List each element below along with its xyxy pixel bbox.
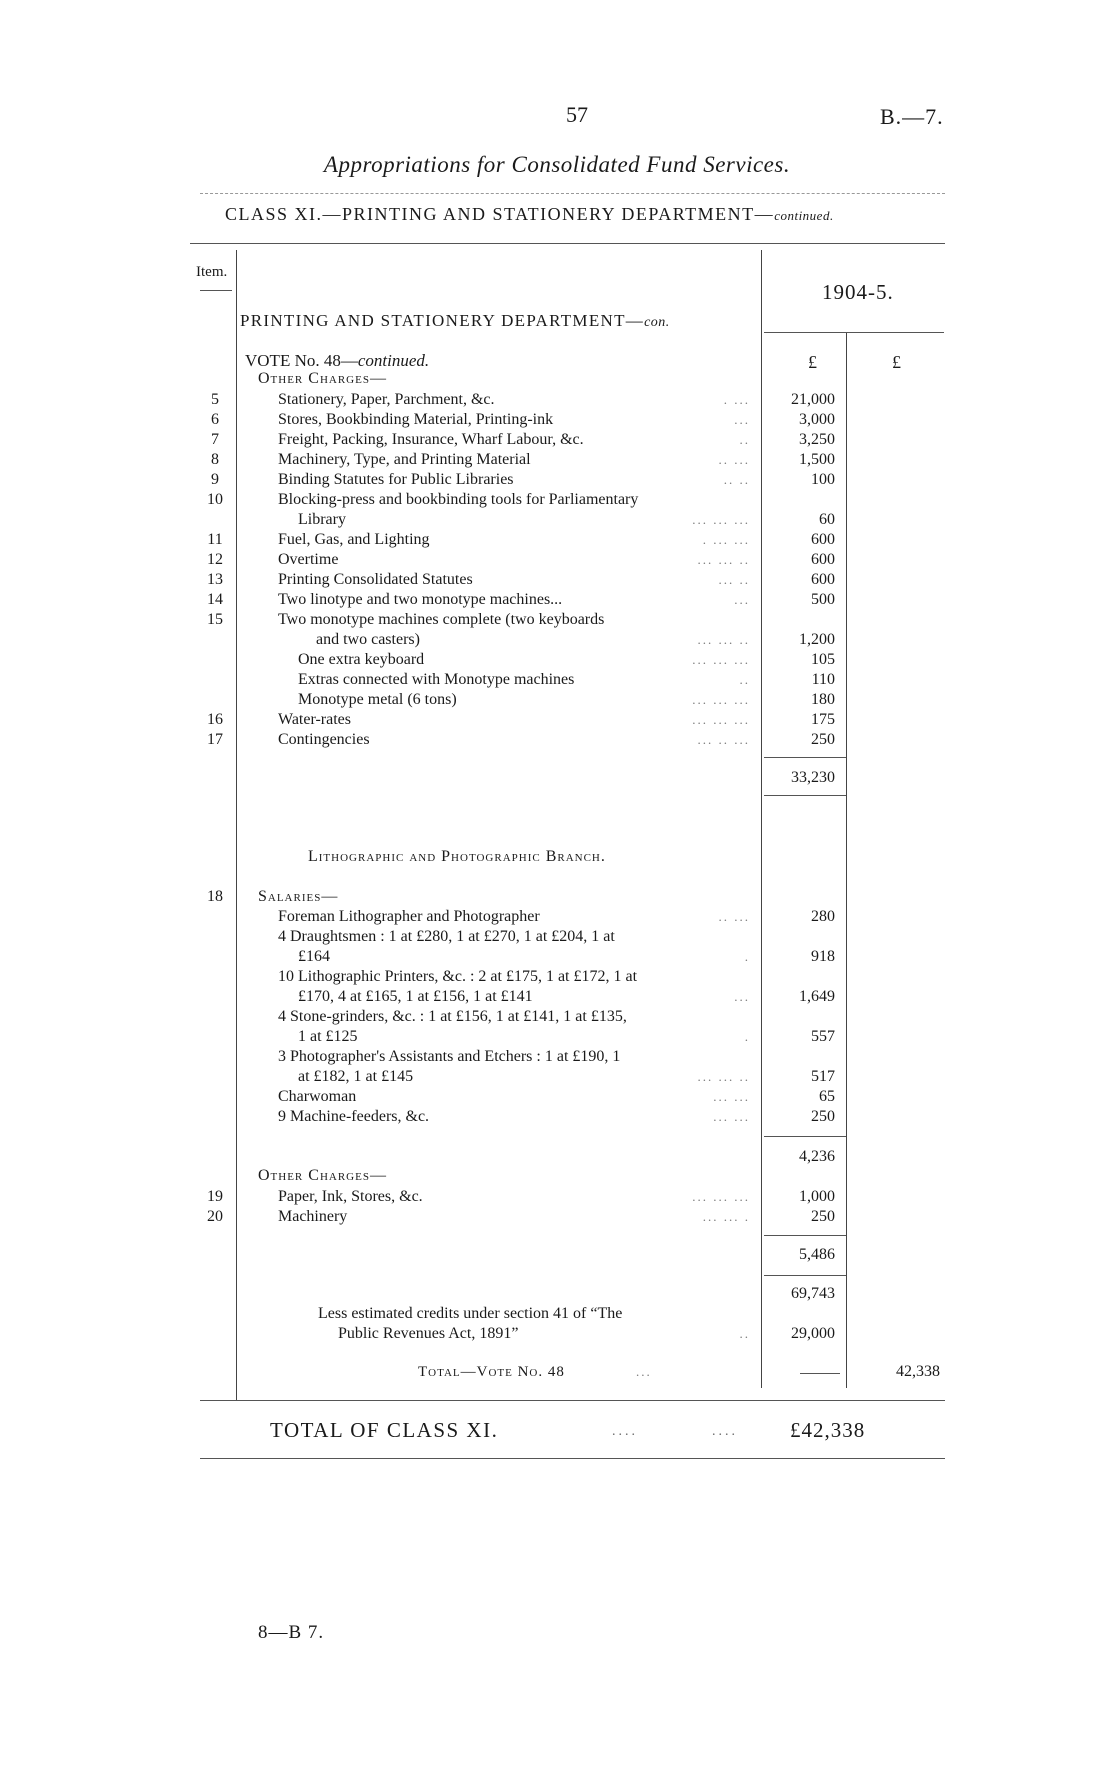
leader-dots: ... ... ... — [692, 712, 750, 727]
other-charges-subtotal: 33,230 — [791, 769, 835, 786]
table-row — [0, 987, 1114, 1007]
table-row — [0, 1107, 1114, 1127]
table-row — [0, 510, 1114, 530]
item-amount: 60 — [819, 511, 835, 528]
item-amount: 1,000 — [799, 1188, 835, 1205]
leader-dots: ... ... ... — [692, 692, 750, 707]
table-row — [0, 1067, 1114, 1087]
leader-dots: .. ... — [718, 452, 750, 467]
table-row — [0, 590, 1114, 610]
item-amount: 250 — [811, 731, 835, 748]
item-description: Two linotype and two monotype machines... — [278, 591, 563, 608]
salary-description: at £182, 1 at £145 — [298, 1068, 414, 1085]
table-row — [0, 967, 1114, 987]
leader-dots: . — [744, 1029, 750, 1044]
table-row — [0, 430, 1114, 450]
item-description: Machinery — [278, 1208, 348, 1225]
item-description: Machinery, Type, and Printing Material — [278, 451, 531, 468]
salary-description: 9 Machine-feeders, &c. — [278, 1108, 430, 1125]
vote-heading — [245, 351, 429, 371]
item-number: 8 — [211, 451, 219, 468]
item-number: 13 — [207, 571, 223, 588]
leader-dots: . ... — [723, 392, 750, 407]
leader-dots: ... — [734, 989, 750, 1004]
leader-dots: .. — [739, 1326, 750, 1341]
table-row — [0, 927, 1114, 947]
department-heading — [240, 311, 670, 331]
item-number: 5 — [211, 391, 219, 408]
subtotal-rule — [764, 757, 846, 758]
vote-heading-main: VOTE No. 48— — [245, 351, 358, 370]
class-total-amount: £42,338 — [790, 1418, 866, 1442]
other-charges-subtotal-row — [0, 768, 1114, 788]
subtotal-rule — [764, 1136, 846, 1137]
gross-total: 69,743 — [791, 1285, 835, 1302]
salary-description: 4 Draughtsmen : 1 at £280, 1 at £270, 1 at £204, 1 at — [278, 928, 615, 945]
item-amount: 110 — [811, 671, 835, 688]
item-description: One extra keyboard — [298, 651, 425, 668]
leader-dots: ... ... ... — [692, 1189, 750, 1204]
branch-total: 5,486 — [799, 1246, 835, 1263]
salaries-subtotal-row — [0, 1147, 1114, 1167]
leader-dots: ... .. ... — [697, 732, 750, 747]
item-amount: 1,500 — [799, 451, 835, 468]
item-amount: 250 — [811, 1208, 835, 1225]
salary-description: 1 at £125 — [298, 1028, 358, 1045]
leader-dots: ... ... ... — [692, 512, 750, 527]
salary-amount: 250 — [811, 1108, 835, 1125]
item-number: 12 — [207, 551, 223, 568]
leader-dots: .. ... — [718, 909, 750, 924]
currency-col1: £ — [808, 352, 817, 372]
rule-above-class-total — [200, 1400, 945, 1401]
item-header-rule — [200, 290, 232, 291]
item-number: 6 — [211, 411, 219, 428]
item-description: Extras connected with Monotype machines — [298, 671, 575, 688]
salaries-heading-row — [0, 887, 1114, 907]
leader-dots: ... ... . — [702, 1209, 750, 1224]
rule-below-class-total — [200, 1458, 945, 1459]
year-column-header: 1904-5. — [822, 280, 894, 304]
credits-row-2 — [0, 1324, 1114, 1344]
table-row — [0, 550, 1114, 570]
item-amount: 600 — [811, 551, 835, 568]
table-row — [0, 947, 1114, 967]
currency-col2: £ — [892, 352, 901, 372]
item-description: Binding Statutes for Public Libraries — [278, 471, 514, 488]
table-row — [0, 907, 1114, 927]
salary-amount: 65 — [819, 1088, 835, 1105]
salary-amount: 1,649 — [799, 988, 835, 1005]
table-row — [0, 710, 1114, 730]
item-column-header: Item. — [196, 264, 228, 280]
item-description: Stores, Bookbinding Material, Printing-ink — [278, 411, 554, 428]
item-amount: 180 — [811, 691, 835, 708]
item-number: 10 — [207, 491, 223, 508]
table-row — [0, 630, 1114, 650]
item-number: 9 — [211, 471, 219, 488]
item-amount: 3,250 — [799, 431, 835, 448]
other-charges-heading: Other Charges— — [258, 370, 387, 387]
leader-dots: .. .. — [723, 472, 750, 487]
leader-dots: ... ... — [713, 1089, 750, 1104]
branch-other-charges-heading: Other Charges— — [258, 1167, 387, 1184]
leader-dots: . ... ... — [702, 532, 750, 547]
page-title: Appropriations for Consolidated Fund Services. — [323, 152, 791, 177]
table-row — [0, 450, 1114, 470]
table-row — [0, 470, 1114, 490]
leader-dots: ... ... ... — [692, 652, 750, 667]
salary-description: £164 — [298, 948, 330, 965]
item-description: Paper, Ink, Stores, &c. — [278, 1188, 423, 1205]
item-number: 15 — [207, 611, 223, 628]
subtotal-rule — [764, 1275, 846, 1276]
credits-row-1 — [0, 1304, 1114, 1324]
salary-description: Foreman Lithographer and Photographer — [278, 908, 540, 925]
salary-amount: 517 — [811, 1068, 835, 1085]
vote-total-row — [0, 1362, 1114, 1382]
page-reference: B.—7. — [880, 104, 944, 129]
item-description: and two casters) — [316, 631, 420, 648]
vote-heading-continued: continued. — [357, 351, 430, 370]
table-row — [0, 1007, 1114, 1027]
leader-dots: ... ... .. — [697, 1069, 750, 1084]
gross-total-row — [0, 1284, 1114, 1304]
item-number: 20 — [207, 1208, 223, 1225]
item-number: 18 — [207, 888, 223, 905]
salary-description: Charwoman — [278, 1088, 357, 1105]
table-row — [0, 1047, 1114, 1067]
table-row — [0, 690, 1114, 710]
item-amount: 500 — [811, 591, 835, 608]
class-header — [225, 204, 834, 225]
salary-description: £170, 4 at £165, 1 at £156, 1 at £141 — [298, 988, 533, 1005]
credits-description-line1: Less estimated credits under section 41 of “The — [318, 1305, 623, 1322]
salary-amount: 280 — [811, 908, 835, 925]
table-row — [0, 410, 1114, 430]
department-heading-con: con. — [644, 315, 670, 330]
item-amount: 600 — [811, 531, 835, 548]
table-row — [0, 610, 1114, 630]
item-amount: 600 — [811, 571, 835, 588]
leader-dots: ... ... .. — [697, 552, 750, 567]
table-row — [0, 530, 1114, 550]
table-row — [0, 670, 1114, 690]
leader-dots: ... — [734, 412, 750, 427]
table-row — [0, 1087, 1114, 1107]
table-row — [0, 650, 1114, 670]
lithographic-branch-heading: Lithographic and Photographic Branch. — [308, 848, 606, 865]
salaries-heading: Salaries— — [258, 888, 339, 905]
salary-amount: 918 — [811, 948, 835, 965]
leader-dots: ... ... — [713, 1109, 750, 1124]
salary-description: 3 Photographer's Assistants and Etchers : 1 at £190, 1 — [278, 1048, 621, 1065]
item-description: Library — [298, 511, 346, 528]
page-number: 57 — [566, 102, 588, 127]
subtotal-rule — [764, 1235, 846, 1236]
item-amount: 3,000 — [799, 411, 835, 428]
item-description: Contingencies — [278, 731, 370, 748]
item-amount: 1,200 — [799, 631, 835, 648]
table-row — [0, 570, 1114, 590]
item-number: 14 — [207, 591, 223, 608]
rule-under-title — [200, 193, 945, 194]
subtotal-rule — [764, 795, 846, 796]
item-description: Stationery, Paper, Parchment, &c. — [278, 391, 495, 408]
class-header-main: CLASS XI.—PRINTING AND STATIONERY DEPARTMENT— — [225, 204, 775, 224]
vote-total-amount: 42,338 — [896, 1363, 940, 1380]
leader-dots: .. — [739, 672, 750, 687]
leader-dots: ... — [734, 592, 750, 607]
class-header-continued: continued. — [774, 208, 834, 223]
item-description: Blocking-press and bookbinding tools for Parliamentary — [278, 491, 639, 508]
table-row — [0, 1207, 1114, 1227]
leader-dots: .... — [612, 1424, 638, 1439]
footer-signature: 8—B 7. — [258, 1622, 325, 1643]
item-description: Printing Consolidated Statutes — [278, 571, 473, 588]
item-description: Overtime — [278, 551, 339, 568]
year-header-rule — [764, 332, 944, 333]
item-amount: 21,000 — [791, 391, 835, 408]
credits-description-line2: Public Revenues Act, 1891” — [338, 1325, 519, 1342]
item-description: Monotype metal (6 tons) — [298, 691, 457, 708]
item-description: Fuel, Gas, and Lighting — [278, 531, 430, 548]
leader-dots: ... .. — [718, 572, 750, 587]
item-amount: 105 — [811, 651, 835, 668]
item-number: 19 — [207, 1188, 223, 1205]
branch-total-row — [0, 1245, 1114, 1265]
leader-dots: ... — [636, 1364, 652, 1379]
table-row — [0, 390, 1114, 410]
item-number: 16 — [207, 711, 223, 728]
salary-amount: 557 — [811, 1028, 835, 1045]
department-heading-main: PRINTING AND STATIONERY DEPARTMENT— — [240, 311, 645, 330]
leader-dots: ... ... .. — [697, 632, 750, 647]
salary-description: 4 Stone-grinders, &c. : 1 at £156, 1 at £141, 1 at £135, — [278, 1008, 627, 1025]
credits-amount: 29,000 — [791, 1325, 835, 1342]
item-amount: 175 — [811, 711, 835, 728]
leader-dots: . — [744, 949, 750, 964]
table-row — [0, 730, 1114, 750]
vote-total-label: Total—Vote No. 48 — [418, 1364, 565, 1380]
table-row — [0, 1187, 1114, 1207]
rule-under-class-header — [190, 243, 945, 244]
class-total-label: TOTAL OF CLASS XI. — [270, 1418, 499, 1442]
item-number: 17 — [207, 731, 223, 748]
item-description: Freight, Packing, Insurance, Wharf Labour, &c. — [278, 431, 584, 448]
salary-description: 10 Lithographic Printers, &c. : 2 at £175, 1 at £172, 1 at — [278, 968, 638, 985]
item-amount: 100 — [811, 471, 835, 488]
item-number: 11 — [207, 531, 223, 548]
item-description: Water-rates — [278, 711, 352, 728]
table-row — [0, 1027, 1114, 1047]
salaries-subtotal: 4,236 — [799, 1148, 835, 1165]
table-row — [0, 490, 1114, 510]
leader-dots: .... — [712, 1424, 738, 1439]
item-number: 7 — [211, 431, 219, 448]
item-description: Two monotype machines complete (two keyboards — [278, 611, 605, 628]
leader-dots: .. — [739, 432, 750, 447]
